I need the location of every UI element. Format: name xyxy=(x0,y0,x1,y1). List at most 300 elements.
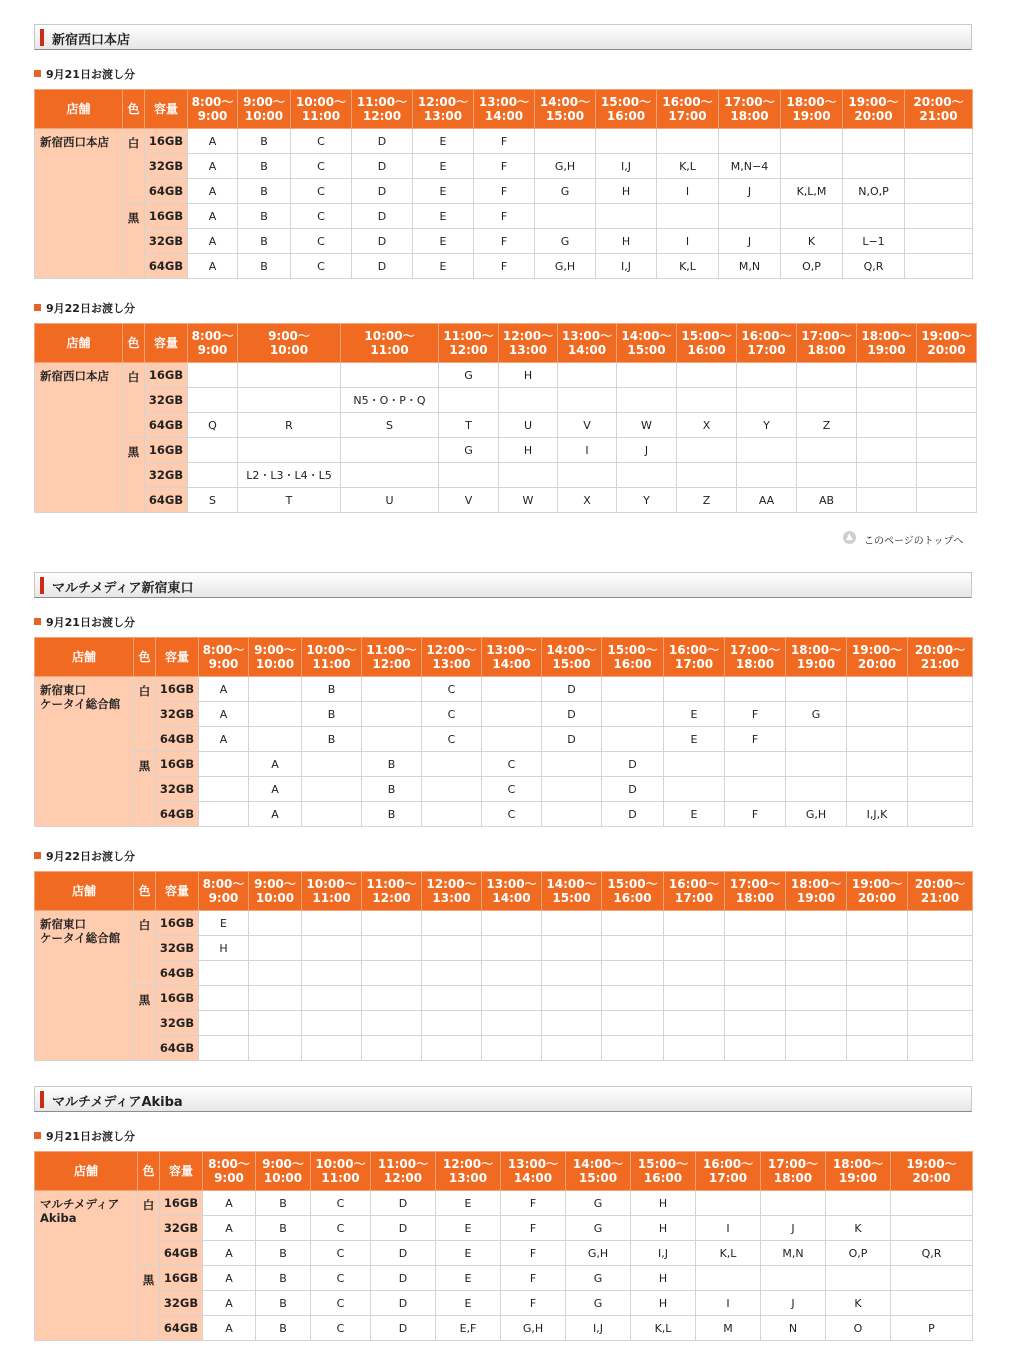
slot-cell xyxy=(341,463,439,488)
table-row xyxy=(35,363,977,388)
slot-cell xyxy=(847,911,908,936)
time-slot-start: 15:00〜 xyxy=(681,329,732,343)
time-slot-end: 12:00 xyxy=(449,343,488,357)
time-slot-end: 15:00 xyxy=(552,891,591,905)
time-slot-end: 10:00 xyxy=(255,657,295,671)
slot-cell xyxy=(737,438,797,463)
header-time-slot xyxy=(199,638,249,677)
slot-cell xyxy=(857,438,917,463)
header-time-slot xyxy=(908,872,973,911)
header-time-slot xyxy=(719,90,781,129)
slot-cell xyxy=(542,936,602,961)
header-time-slot xyxy=(256,1152,311,1191)
slot-cell xyxy=(302,752,362,777)
slot-cell: C xyxy=(311,1241,371,1266)
slot-cell xyxy=(302,986,362,1011)
header-time-slot xyxy=(302,638,362,677)
header-time-slot xyxy=(891,1152,973,1191)
slot-cell xyxy=(362,961,422,986)
section-title: マルチメディアAkiba xyxy=(52,1095,183,1110)
time-slot-start: 19:00〜 xyxy=(848,95,899,109)
slot-cell: B xyxy=(238,154,291,179)
slot-cell xyxy=(617,363,677,388)
capacity-label: 32GB xyxy=(156,936,199,961)
slot-cell: E xyxy=(413,254,474,279)
table-row xyxy=(35,1191,973,1216)
slot-cell: D xyxy=(352,129,413,154)
section-title: 新宿西口本店 xyxy=(52,33,131,48)
time-slot-start: 14:00〜 xyxy=(546,643,597,657)
slot-cell: H xyxy=(499,363,558,388)
capacity-label: 32GB xyxy=(145,388,188,413)
slot-cell xyxy=(905,179,973,204)
color-label: 黒 xyxy=(134,752,156,827)
table-row xyxy=(35,1316,973,1341)
header-time-slot xyxy=(482,872,542,911)
slot-cell: D xyxy=(542,702,602,727)
header-time-slot xyxy=(725,872,786,911)
slot-cell xyxy=(725,936,786,961)
table-row xyxy=(35,413,977,438)
slot-cell xyxy=(199,1036,249,1061)
time-slot-end: 20:00 xyxy=(927,343,966,357)
slot-cell: A xyxy=(203,1191,256,1216)
table-row xyxy=(35,1036,973,1061)
slot-cell: C xyxy=(291,204,352,229)
slot-cell: R xyxy=(238,413,341,438)
slot-cell: D xyxy=(352,254,413,279)
slot-cell: E xyxy=(436,1216,501,1241)
slot-cell: G xyxy=(535,229,596,254)
header-time-slot xyxy=(596,90,657,129)
slot-cell: D xyxy=(542,727,602,752)
slot-cell: E xyxy=(413,129,474,154)
color-label: 黒 xyxy=(134,986,156,1061)
slot-cell: U xyxy=(499,413,558,438)
slot-cell xyxy=(857,413,917,438)
slot-cell xyxy=(362,702,422,727)
slot-cell: W xyxy=(499,488,558,513)
slot-cell xyxy=(199,802,249,827)
slot-cell xyxy=(482,702,542,727)
slot-cell xyxy=(908,1036,973,1061)
slot-cell xyxy=(249,1011,302,1036)
slot-cell: I xyxy=(696,1291,761,1316)
slot-cell: A xyxy=(188,204,238,229)
slot-cell xyxy=(786,727,847,752)
slot-cell xyxy=(847,936,908,961)
time-slot-start: 11:00〜 xyxy=(443,329,494,343)
time-slot-start: 10:00〜 xyxy=(295,95,347,109)
slot-cell: G,H xyxy=(786,802,847,827)
table-row xyxy=(35,1291,973,1316)
header-row xyxy=(35,324,977,363)
time-slot-end: 19:00 xyxy=(792,109,831,123)
time-slot-start: 17:00〜 xyxy=(724,95,775,109)
slot-cell xyxy=(422,986,482,1011)
slot-cell: A xyxy=(188,229,238,254)
time-slot-end: 19:00 xyxy=(796,657,836,671)
time-slot-start: 12:00〜 xyxy=(417,95,469,109)
time-slot-end: 10:00 xyxy=(263,1171,303,1185)
slot-cell xyxy=(696,1191,761,1216)
slot-cell xyxy=(482,986,542,1011)
slot-cell: I xyxy=(696,1216,761,1241)
header-time-slot xyxy=(422,638,482,677)
slot-cell: F xyxy=(725,702,786,727)
header-time-slot xyxy=(917,324,977,363)
slot-cell: C xyxy=(311,1191,371,1216)
slot-cell: O xyxy=(826,1316,891,1341)
header-time-slot xyxy=(474,90,535,129)
slot-cell xyxy=(843,129,905,154)
slot-cell xyxy=(362,677,422,702)
slot-cell: F xyxy=(474,254,535,279)
header-time-slot xyxy=(199,872,249,911)
time-slot-start: 16:00〜 xyxy=(702,1157,754,1171)
slot-cell xyxy=(891,1266,973,1291)
table-row xyxy=(35,777,973,802)
slot-cell: M,N−4 xyxy=(719,154,781,179)
time-slot-start: 11:00〜 xyxy=(356,95,408,109)
slot-cell: G xyxy=(566,1216,631,1241)
time-slot-start: 15:00〜 xyxy=(607,643,658,657)
time-slot-start: 15:00〜 xyxy=(600,95,652,109)
slot-cell xyxy=(677,388,737,413)
header-time-slot xyxy=(422,872,482,911)
header-time-slot xyxy=(302,872,362,911)
header-store: 店舗 xyxy=(35,90,123,129)
slot-cell: C xyxy=(291,129,352,154)
slot-cell: F xyxy=(501,1241,566,1266)
time-slot-end: 12:00 xyxy=(372,891,411,905)
slot-cell: B xyxy=(362,777,422,802)
slot-cell: P xyxy=(891,1316,973,1341)
time-slot-start: 8:00〜 xyxy=(208,1157,250,1171)
time-slot-end: 18:00 xyxy=(735,657,775,671)
time-slot-end: 11:00 xyxy=(301,109,341,123)
color-label: 黒 xyxy=(123,204,145,279)
slot-cell xyxy=(542,1011,602,1036)
header-store: 店舗 xyxy=(35,324,123,363)
slot-cell: E xyxy=(664,702,725,727)
slot-cell xyxy=(602,727,664,752)
time-slot-end: 19:00 xyxy=(796,891,836,905)
header-time-slot xyxy=(352,90,413,129)
slot-cell xyxy=(188,388,238,413)
slot-cell xyxy=(917,363,977,388)
section-header-bar xyxy=(40,1091,44,1108)
header-row xyxy=(35,638,973,677)
time-slot-end: 11:00 xyxy=(312,891,351,905)
header-time-slot xyxy=(413,90,474,129)
slot-cell: U xyxy=(341,488,439,513)
slot-cell: D xyxy=(602,802,664,827)
header-row xyxy=(35,90,973,129)
capacity-label: 16GB xyxy=(156,752,199,777)
slot-cell: D xyxy=(352,179,413,204)
slot-cell xyxy=(657,129,719,154)
slot-cell: M,N xyxy=(761,1241,826,1266)
slot-cell xyxy=(786,961,847,986)
slot-cell xyxy=(905,154,973,179)
slot-cell xyxy=(188,463,238,488)
slot-cell xyxy=(362,727,422,752)
slot-cell: A xyxy=(199,702,249,727)
header-time-slot xyxy=(696,1152,761,1191)
color-label: 白 xyxy=(123,363,145,438)
time-slot-end: 19:00 xyxy=(838,1171,878,1185)
capacity-label: 32GB xyxy=(160,1291,203,1316)
slot-cell: B xyxy=(362,802,422,827)
header-time-slot xyxy=(725,638,786,677)
header-time-slot xyxy=(602,638,664,677)
header-time-slot xyxy=(843,90,905,129)
time-slot-end: 19:00 xyxy=(867,343,906,357)
slot-cell xyxy=(725,1011,786,1036)
slot-cell: J xyxy=(719,229,781,254)
slot-cell: W xyxy=(617,413,677,438)
header-time-slot xyxy=(664,638,725,677)
slot-cell xyxy=(302,1011,362,1036)
slot-cell: B xyxy=(302,702,362,727)
time-slot-start: 14:00〜 xyxy=(572,1157,624,1171)
time-slot-start: 8:00〜 xyxy=(191,95,234,109)
slot-cell xyxy=(847,677,908,702)
capacity-label: 32GB xyxy=(156,777,199,802)
slot-cell xyxy=(422,802,482,827)
slot-cell: B xyxy=(362,752,422,777)
slot-cell xyxy=(677,463,737,488)
slot-cell xyxy=(362,1011,422,1036)
time-slot-end: 16:00 xyxy=(613,891,652,905)
slot-cell xyxy=(664,1011,725,1036)
time-slot-start: 14:00〜 xyxy=(539,95,591,109)
slot-cell xyxy=(542,802,602,827)
day-label-text: 9月21日お渡し分 xyxy=(46,1130,135,1143)
slot-cell: F xyxy=(725,727,786,752)
slot-cell xyxy=(917,413,977,438)
color-label: 白 xyxy=(134,677,156,752)
slot-cell: C xyxy=(482,802,542,827)
schedule-table xyxy=(34,89,973,279)
slot-cell xyxy=(737,463,797,488)
slot-cell xyxy=(737,363,797,388)
slot-cell xyxy=(677,438,737,463)
slot-cell: K,L xyxy=(657,154,719,179)
slot-cell xyxy=(422,936,482,961)
time-slot-start: 13:00〜 xyxy=(486,643,537,657)
slot-cell xyxy=(249,1036,302,1061)
slot-cell xyxy=(797,388,857,413)
slot-cell xyxy=(617,463,677,488)
header-color: 色 xyxy=(134,872,156,911)
slot-cell xyxy=(535,204,596,229)
capacity-label: 32GB xyxy=(156,1011,199,1036)
time-slot-end: 17:00 xyxy=(747,343,786,357)
time-slot-end: 14:00 xyxy=(513,1171,553,1185)
time-slot-start: 10:00〜 xyxy=(364,329,415,343)
time-slot-end: 11:00 xyxy=(321,1171,360,1185)
table-row xyxy=(35,802,973,827)
time-slot-start: 18:00〜 xyxy=(786,95,837,109)
slot-cell: A xyxy=(249,777,302,802)
slot-cell xyxy=(847,727,908,752)
table-row xyxy=(35,154,973,179)
slot-cell xyxy=(422,777,482,802)
slot-cell: J xyxy=(761,1216,826,1241)
slot-cell: G xyxy=(566,1191,631,1216)
slot-cell xyxy=(847,986,908,1011)
slot-cell: C xyxy=(291,229,352,254)
section-header-bar xyxy=(40,577,44,594)
slot-cell: D xyxy=(542,677,602,702)
bullet-square-icon xyxy=(34,70,41,77)
header-time-slot xyxy=(737,324,797,363)
slot-cell xyxy=(905,204,973,229)
capacity-label: 16GB xyxy=(145,129,188,154)
table-row xyxy=(35,986,973,1011)
slot-cell: N xyxy=(761,1316,826,1341)
slot-cell xyxy=(908,702,973,727)
slot-cell: L2・L3・L4・L5 xyxy=(238,463,341,488)
capacity-label: 64GB xyxy=(156,802,199,827)
schedule-table xyxy=(34,323,977,513)
slot-cell: D xyxy=(602,752,664,777)
time-slot-end: 9:00 xyxy=(197,109,228,123)
slot-cell xyxy=(362,936,422,961)
time-slot-start: 16:00〜 xyxy=(668,643,720,657)
slot-cell: A xyxy=(249,752,302,777)
slot-cell xyxy=(857,488,917,513)
slot-cell xyxy=(725,752,786,777)
slot-cell: G,H xyxy=(535,154,596,179)
slot-cell xyxy=(908,936,973,961)
slot-cell xyxy=(786,752,847,777)
slot-cell: E xyxy=(413,179,474,204)
header-capacity: 容量 xyxy=(156,872,199,911)
capacity-label: 16GB xyxy=(160,1266,203,1291)
slot-cell: D xyxy=(371,1266,436,1291)
time-slot-start: 9:00〜 xyxy=(243,95,285,109)
slot-cell xyxy=(602,936,664,961)
store-name: マルチメディア Akiba xyxy=(35,1191,138,1341)
slot-cell: F xyxy=(474,204,535,229)
slot-cell xyxy=(249,911,302,936)
slot-cell: I xyxy=(558,438,617,463)
slot-cell xyxy=(188,363,238,388)
slot-cell: V xyxy=(439,488,499,513)
slot-cell xyxy=(535,129,596,154)
slot-cell xyxy=(499,463,558,488)
slot-cell: B xyxy=(302,727,362,752)
slot-cell: K xyxy=(826,1291,891,1316)
slot-cell: Q,R xyxy=(891,1241,973,1266)
slot-cell: A xyxy=(188,254,238,279)
slot-cell xyxy=(797,438,857,463)
slot-cell xyxy=(664,677,725,702)
slot-cell xyxy=(908,802,973,827)
slot-cell xyxy=(847,702,908,727)
color-label: 白 xyxy=(138,1191,160,1266)
time-slot-end: 18:00 xyxy=(773,1171,813,1185)
time-slot-start: 10:00〜 xyxy=(315,1157,366,1171)
slot-cell xyxy=(847,777,908,802)
header-time-slot xyxy=(908,638,973,677)
slot-cell: E xyxy=(436,1191,501,1216)
time-slot-end: 18:00 xyxy=(730,109,769,123)
header-time-slot xyxy=(249,872,302,911)
time-slot-start: 12:00〜 xyxy=(442,1157,494,1171)
slot-cell xyxy=(238,363,341,388)
slot-cell xyxy=(917,388,977,413)
slot-cell xyxy=(482,1036,542,1061)
header-time-slot xyxy=(617,324,677,363)
section-title: マルチメディア新宿東口 xyxy=(52,581,194,596)
time-slot-end: 21:00 xyxy=(920,891,960,905)
slot-cell xyxy=(786,677,847,702)
slot-cell: C xyxy=(311,1291,371,1316)
time-slot-start: 13:00〜 xyxy=(561,329,613,343)
time-slot-end: 15:00 xyxy=(578,1171,618,1185)
time-slot-start: 13:00〜 xyxy=(486,877,537,891)
slot-cell: AA xyxy=(737,488,797,513)
slot-cell: B xyxy=(256,1266,311,1291)
slot-cell xyxy=(725,1036,786,1061)
slot-cell xyxy=(422,961,482,986)
table-row xyxy=(35,129,973,154)
slot-cell: D xyxy=(371,1316,436,1341)
header-time-slot xyxy=(761,1152,826,1191)
section-header xyxy=(34,24,972,50)
slot-cell: I,J xyxy=(596,254,657,279)
slot-cell xyxy=(188,438,238,463)
slot-cell xyxy=(482,1011,542,1036)
slot-cell: A xyxy=(188,179,238,204)
slot-cell xyxy=(542,1036,602,1061)
slot-cell xyxy=(664,911,725,936)
slot-cell: H xyxy=(596,229,657,254)
time-slot-start: 17:00〜 xyxy=(729,877,781,891)
color-label: 黒 xyxy=(138,1266,160,1341)
slot-cell: H xyxy=(631,1291,696,1316)
capacity-label: 16GB xyxy=(160,1191,203,1216)
time-slot-start: 16:00〜 xyxy=(662,95,713,109)
slot-cell xyxy=(781,154,843,179)
slot-cell: A xyxy=(203,1291,256,1316)
slot-cell xyxy=(602,1036,664,1061)
slot-cell xyxy=(422,1036,482,1061)
time-slot-start: 12:00〜 xyxy=(426,643,477,657)
slot-cell xyxy=(542,961,602,986)
slot-cell: A xyxy=(199,727,249,752)
slot-cell xyxy=(664,777,725,802)
slot-cell xyxy=(249,677,302,702)
slot-cell: J xyxy=(761,1291,826,1316)
slot-cell: N,O,P xyxy=(843,179,905,204)
slot-cell xyxy=(199,777,249,802)
capacity-label: 64GB xyxy=(156,1036,199,1061)
slot-cell: Q xyxy=(188,413,238,438)
time-slot-end: 12:00 xyxy=(383,1171,423,1185)
slot-cell: F xyxy=(474,154,535,179)
slot-cell: D xyxy=(371,1191,436,1216)
slot-cell: I xyxy=(657,179,719,204)
header-time-slot xyxy=(664,872,725,911)
section-header xyxy=(34,1086,972,1112)
table-row xyxy=(35,1266,973,1291)
time-slot-end: 20:00 xyxy=(857,891,897,905)
